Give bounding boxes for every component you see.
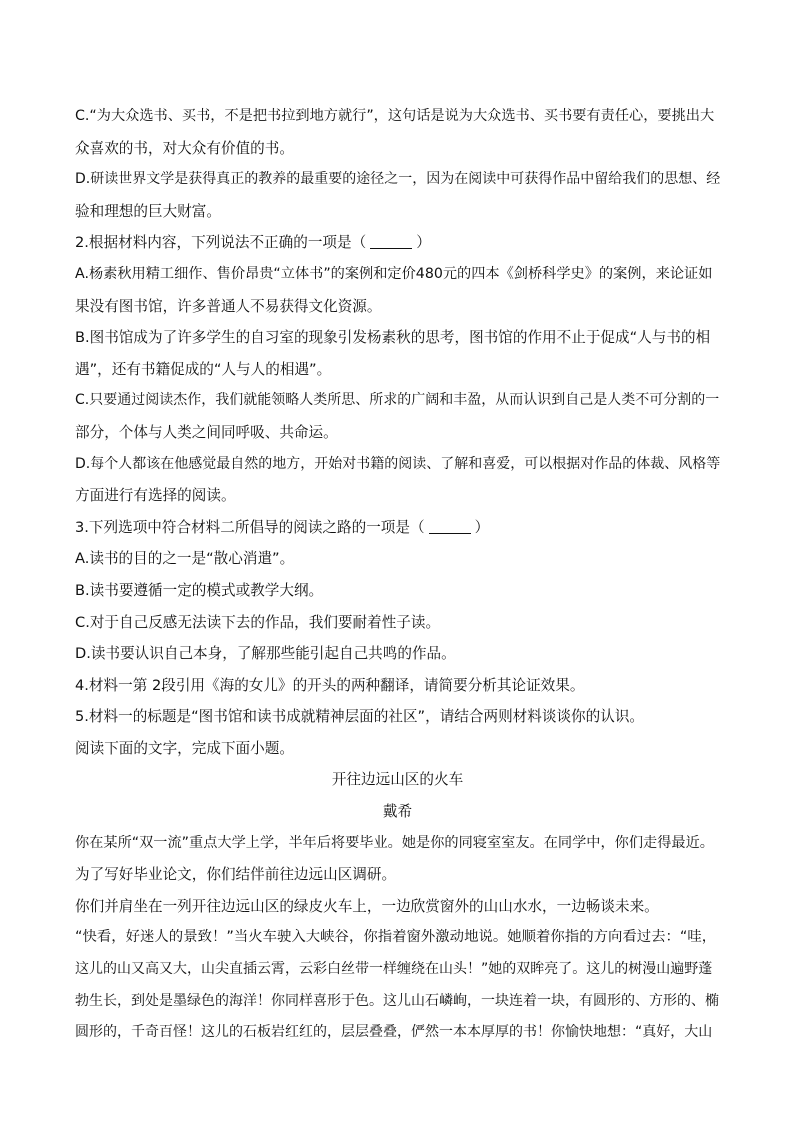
answer-blank <box>429 519 471 534</box>
question-3-close: ） <box>474 518 490 536</box>
article-paragraph-line: 勃生长，到处是墨绿色的海洋！你同样喜形于色。这儿山石嶙峋，一块连着一块，有圆形的、方形的、椭 <box>75 992 719 1009</box>
question-2-text: 2.根据材料内容，下列说法不正确的一项是（ <box>75 234 367 252</box>
q2-option-c-line-1: C.只要通过阅读杰作，我们就能领略人类所思、所求的广阔和丰盈，从而认识到自己是人类不可分割的一 <box>75 392 720 409</box>
reading-instruction: 阅读下面的文字，完成下面小题。 <box>75 739 294 757</box>
option-c-line-2: 众喜欢的书，对大众有价值的书。 <box>75 139 294 157</box>
q2-option-b-line-2: 遇”，还有书籍促成的“人与人的相遇”。 <box>75 360 332 378</box>
q2-option-c-line-2: 部分，个体与人类之间同呼吸、共命运。 <box>75 423 338 441</box>
q3-option-c: C.对于自己反感无法读下去的作品，我们要耐着性子读。 <box>75 613 441 631</box>
question-2 <box>75 227 720 259</box>
article-paragraph-line: “快看，好迷人的景致！”当火车驶入大峡谷，你指着窗外激动地说。她顺着你指的方向看过去：“哇， <box>75 929 717 946</box>
q3-option-b: B.读书要遵循一定的模式或教学大纲。 <box>75 581 324 599</box>
document-body <box>75 101 720 1049</box>
article-paragraph-line: 圆形的，千奇百怪！这儿的石板岩红红的，层层叠叠，俨然一本本厚厚的书！你愉快地想：“真好，大山 <box>75 1024 713 1041</box>
article-paragraph-line: 为了写好毕业论文，你们结伴前往边远山区调研。 <box>75 866 397 884</box>
option-d-line-1: D.研读世界文学是获得真正的教养的最重要的途径之一，因为在阅读中可获得作品中留给我们的思想、经 <box>75 171 720 188</box>
question-4: 4.材料一第 2段引用《海的女儿》的开头的两种翻译，请简要分析其论证效果。 <box>75 676 585 694</box>
option-d-line-2: 验和理想的巨大财富。 <box>75 202 221 220</box>
q2-option-d-line-1: D.每个人都该在他感觉最自然的地方，开始对书籍的阅读、了解和喜爱，可以根据对作品的体裁、风格等 <box>75 455 720 472</box>
option-c-line-1: C.“为大众选书、买书，不是把书拉到地方就行”，这句话是说为大众选书、买书要有责任心，要挑出大 <box>75 108 715 124</box>
article-paragraph-line: 这儿的山又高又大，山尖直插云霄，云彩白丝带一样缠绕在山头！”她的双眸亮了。这儿的树漫山遍野蓬 <box>75 961 713 978</box>
q2-option-a-line-2: 果没有图书馆，许多普通人不易获得文化资源。 <box>75 297 382 315</box>
question-5: 5.材料一的标题是“图书馆和读书成就精神层面的社区”，请结合两则材料谈谈你的认识。 <box>75 708 645 726</box>
article-title: 开往边远山区的火车 <box>331 771 464 789</box>
question-3 <box>75 512 720 544</box>
question-2-close: ） <box>416 234 431 252</box>
answer-blank <box>370 234 412 249</box>
q3-option-d: D.读书要认识自己本身，了解那些能引起自己共鸣的作品。 <box>75 645 456 663</box>
q3-option-a: A.读书的目的之一是“散心消遣”。 <box>75 550 295 568</box>
article-paragraph-line: 你们并肩坐在一列开往边远山区的绿皮火车上，一边欣赏窗外的山山水水，一边畅谈未来。 <box>75 897 659 915</box>
q2-option-d-line-2: 方面进行有选择的阅读。 <box>75 487 236 505</box>
article-author: 戴希 <box>382 803 413 821</box>
question-3-text: 3.下列选项中符合材料二所倡导的阅读之路的一项是（ <box>75 518 425 536</box>
q2-option-a-line-1: A.杨素秋用精工细作、售价昂贵“立体书”的案例和定价480元的四本《剑桥科学史》的案例，来论证如 <box>75 265 713 282</box>
article-paragraph-line: 你在某所“双一流”重点大学上学，半年后将要毕业。她是你的同寝室室友。在同学中，你们走得最近。 <box>75 834 714 851</box>
q2-option-b-line-1: B.图书馆成为了许多学生的自习室的现象引发杨素秋的思考，图书馆的作用不止于促成“人与书的相 <box>75 329 711 347</box>
